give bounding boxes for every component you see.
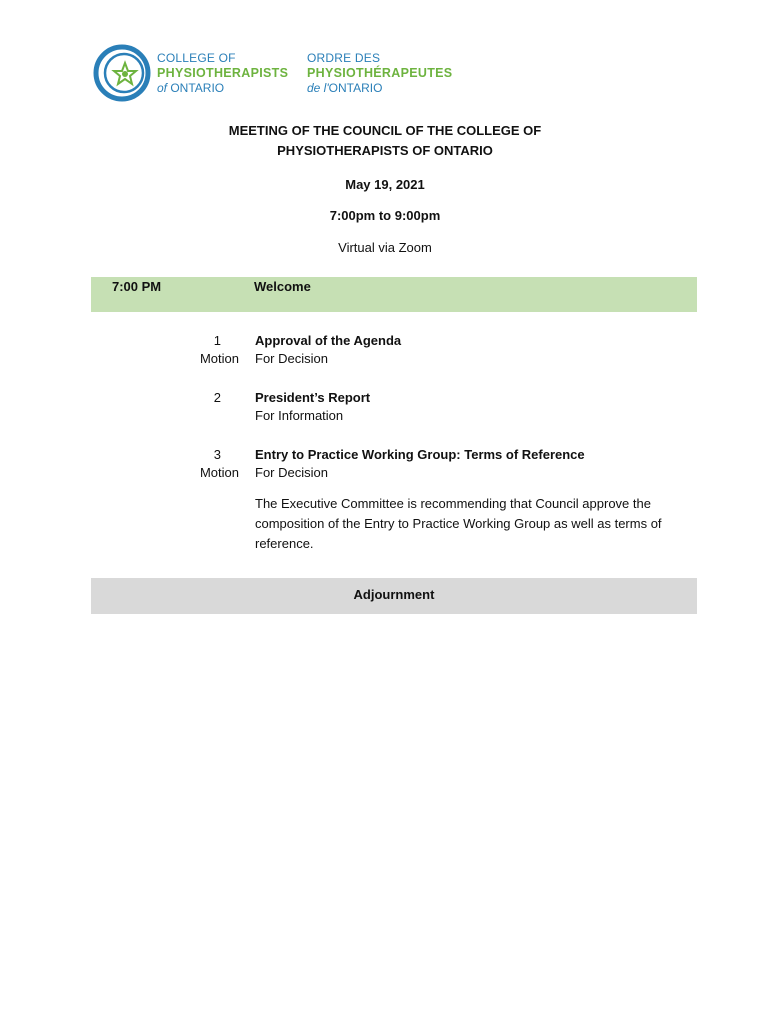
item-motion-label: Motion <box>199 465 239 480</box>
logo-french-text <box>307 51 452 96</box>
meeting-date: May 19, 2021 <box>345 177 425 192</box>
item-motion-label: Motion <box>199 351 239 366</box>
item-number: 1 <box>213 333 221 348</box>
logo-en-line2: PHYSIOTHERAPISTS <box>157 66 289 80</box>
logo-en-line3-rest: ONTARIO <box>167 81 225 95</box>
logo-english-text <box>157 51 288 96</box>
logo-fr-line3-prefix: de l' <box>307 81 329 95</box>
item-description: The Executive Committee is recommending that Council approve the composition of the Entry to Practice Working Group as well as terms of reference. <box>255 496 662 551</box>
item-type: For Decision <box>255 351 328 366</box>
college-logo <box>93 44 453 102</box>
adjournment-row <box>91 578 697 614</box>
meeting-venue: Virtual via Zoom <box>338 240 432 255</box>
meeting-title-line1: MEETING OF THE COUNCIL OF THE COLLEGE OF <box>228 123 542 138</box>
welcome-time: 7:00 PM <box>112 279 162 294</box>
logo-fr-line3-rest: ONTARIO <box>328 81 383 95</box>
item-type: For Decision <box>255 465 328 480</box>
item-body <box>255 389 695 425</box>
logo-fr-line2: PHYSIOTHÉRAPEUTES <box>307 66 453 80</box>
meeting-title-line2: PHYSIOTHERAPISTS OF ONTARIO <box>277 143 493 158</box>
item-title: President’s Report <box>255 390 371 405</box>
meeting-title <box>0 121 770 161</box>
item-title: Entry to Practice Working Group: Terms of Reference <box>255 447 585 462</box>
logo-en-line3-prefix: of <box>157 81 168 95</box>
item-title: Approval of the Agenda <box>255 333 402 348</box>
logo-en-line1: COLLEGE OF <box>157 51 236 65</box>
item-number: 3 <box>213 447 221 462</box>
welcome-row <box>91 277 697 312</box>
meeting-time: 7:00pm to 9:00pm <box>329 208 441 223</box>
logo-fr-line3 <box>307 81 452 96</box>
item-number: 2 <box>213 390 221 405</box>
adjournment-label: Adjournment <box>353 587 435 602</box>
college-logo-icon <box>93 44 151 102</box>
item-type: For Information <box>255 408 344 423</box>
item-body <box>255 446 695 554</box>
welcome-label: Welcome <box>254 279 311 294</box>
logo-fr-line1: ORDRE DES <box>307 51 381 65</box>
logo-en-line3 <box>157 81 288 96</box>
item-body <box>255 332 695 368</box>
